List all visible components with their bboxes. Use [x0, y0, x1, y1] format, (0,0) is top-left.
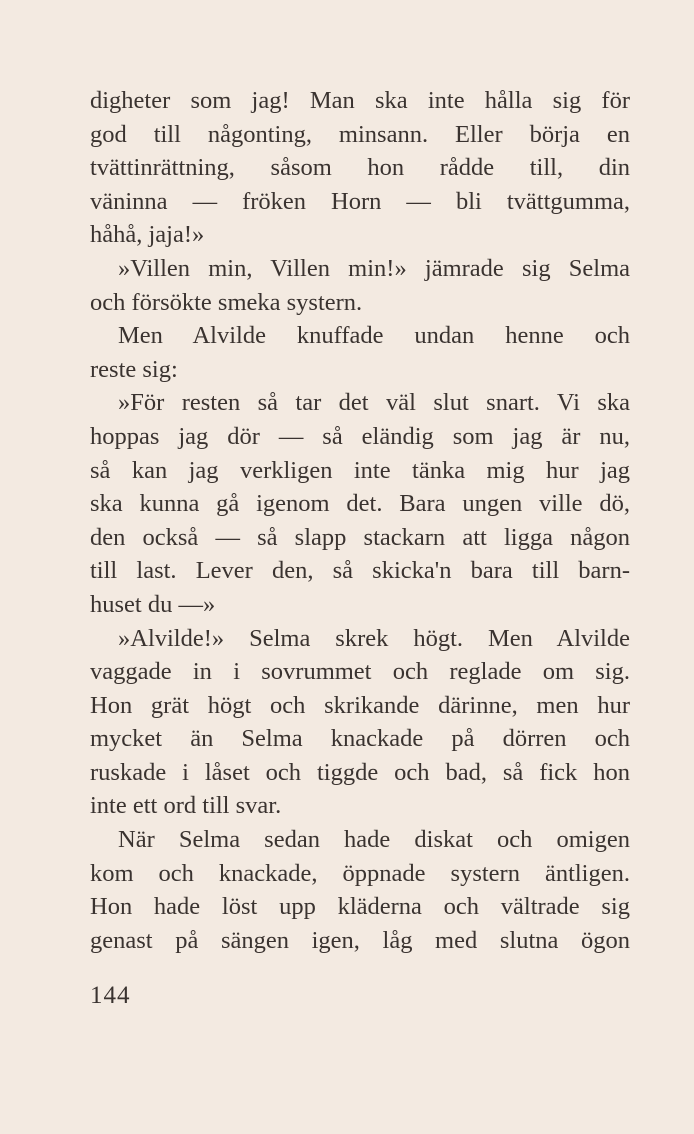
text-line: ska kunna gå igenom det. Bara ungen ville dö,: [90, 490, 630, 518]
text-line: »Villen min, Villen min!» jämrade sig Selma: [118, 254, 630, 282]
text-line: »För resten så tar det väl slut snart. Vi ska: [118, 389, 630, 417]
text-line: vaggade in i sovrummet och reglade om sig.: [90, 658, 630, 686]
text-line: reste sig:: [90, 355, 178, 383]
text-line: den också — så slapp stackarn att ligga någon: [90, 523, 630, 551]
text-line: mycket än Selma knackade på dörren och: [90, 725, 630, 753]
text-line: hoppas jag dör — så eländig som jag är nu,: [90, 422, 630, 450]
text-line: till last. Lever den, så skicka'n bara till barn-: [90, 557, 630, 585]
text-line: god till någonting, minsann. Eller börja en: [90, 120, 630, 148]
text-line: genast på sängen igen, låg med slutna ögon: [90, 926, 630, 954]
text-line: så kan jag verkligen inte tänka mig hur jag: [90, 456, 630, 484]
text-line: inte ett ord till svar.: [90, 792, 282, 820]
text-line: kom och knackade, öppnade systern äntligen.: [90, 859, 630, 887]
text-line: väninna — fröken Horn — bli tvättgumma,: [90, 187, 630, 215]
body-text: [90, 84, 630, 957]
text-line: håhå, jaja!»: [90, 221, 205, 249]
page-number: 144: [90, 982, 131, 1009]
text-line: Hon grät högt och skrikande därinne, men hur: [90, 691, 630, 719]
text-line: När Selma sedan hade diskat och omigen: [118, 826, 630, 854]
text-line: huset du —»: [90, 590, 216, 618]
text-line: och försökte smeka systern.: [90, 288, 363, 316]
text-line: Men Alvilde knuffade undan henne och: [118, 322, 630, 350]
text-line: digheter som jag! Man ska inte hålla sig för: [90, 87, 630, 114]
text-line: ruskade i låset och tiggde och bad, så fick hon: [90, 758, 630, 786]
text-line: »Alvilde!» Selma skrek högt. Men Alvilde: [118, 624, 630, 652]
text-line: tvättinrättning, såsom hon rådde till, din: [90, 154, 630, 182]
text-line: Hon hade löst upp kläderna och vältrade sig: [90, 893, 630, 921]
